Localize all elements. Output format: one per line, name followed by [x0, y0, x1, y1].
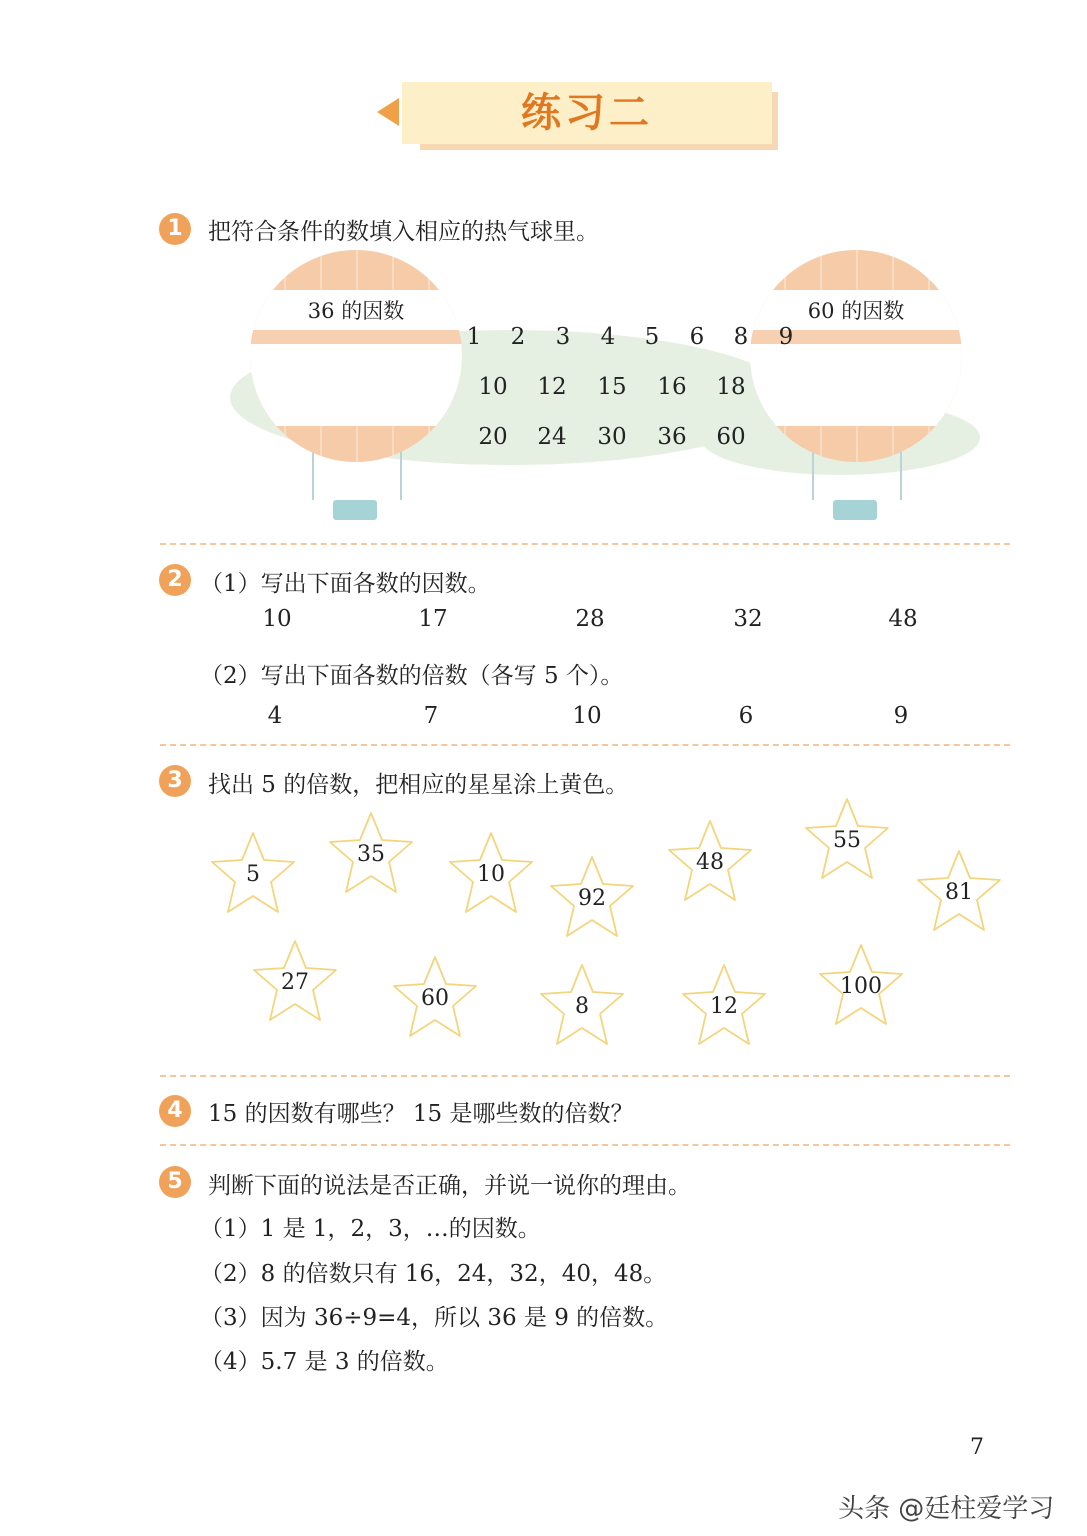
- multiple-number: 6: [738, 703, 754, 729]
- question-4-text: 15 的因数有哪些？ 15 是哪些数的倍数？: [208, 1101, 634, 1127]
- star-81[interactable]: [912, 846, 1006, 936]
- number-cell: 3: [555, 324, 571, 350]
- factor-number: 17: [418, 606, 448, 632]
- number-cell: 8: [733, 324, 749, 350]
- number-cell: 2: [510, 324, 526, 350]
- number-cell: 4: [600, 324, 616, 350]
- banner-arrow-icon: [377, 98, 399, 126]
- question-2-part-1: （1）写出下面各数的因数。: [200, 571, 491, 597]
- number-cell: 6: [689, 324, 705, 350]
- number-cell: 30: [597, 424, 627, 450]
- left-balloon: [250, 250, 462, 462]
- balloon-label-60: 60 的因数: [807, 299, 905, 323]
- star-35[interactable]: [324, 808, 418, 898]
- section-divider: [160, 1144, 1010, 1146]
- balloon-basket-icon: [333, 500, 377, 520]
- question-2-part-2: （2）写出下面各数的倍数（各写 5 个）。: [200, 663, 624, 689]
- star-100[interactable]: [814, 940, 908, 1030]
- star-number: 55: [833, 828, 861, 853]
- watermark-text: 头条 @廷柱爱学习: [838, 1494, 1055, 1524]
- page-number: 7: [970, 1435, 984, 1460]
- star-12[interactable]: [677, 960, 771, 1050]
- section-divider: [160, 543, 1010, 545]
- balloon-basket-icon: [833, 500, 877, 520]
- star-number: 92: [578, 886, 606, 911]
- star-92[interactable]: [545, 852, 639, 942]
- factor-number: 32: [733, 606, 763, 632]
- question-number-3: 3: [159, 765, 191, 797]
- number-cell: 1: [466, 324, 482, 350]
- section-divider: [160, 744, 1010, 746]
- question-3-text: 找出 5 的倍数，把相应的星星涂上黄色。: [208, 772, 629, 798]
- question-5-text: 判断下面的说法是否正确，并说一说你的理由。: [208, 1173, 691, 1199]
- multiple-number: 4: [267, 703, 283, 729]
- question-1-text: 把符合条件的数填入相应的热气球里。: [208, 219, 599, 245]
- statement-4: （4）5.7 是 3 的倍数。: [200, 1349, 449, 1375]
- question-number-4: 4: [159, 1095, 191, 1127]
- star-27[interactable]: [248, 936, 342, 1026]
- number-cell: 60: [716, 424, 746, 450]
- multiple-number: 9: [893, 703, 909, 729]
- statement-3: （3）因为 36÷9=4，所以 36 是 9 的倍数。: [200, 1305, 669, 1331]
- star-48[interactable]: [663, 816, 757, 906]
- factor-number: 28: [575, 606, 605, 632]
- star-number: 27: [281, 970, 309, 995]
- number-cell: 20: [478, 424, 508, 450]
- star-number: 35: [357, 842, 385, 867]
- star-10[interactable]: [444, 828, 538, 918]
- number-cell: 16: [657, 374, 687, 400]
- number-cell: 18: [716, 374, 746, 400]
- star-number: 100: [840, 974, 882, 999]
- statement-2: （2）8 的倍数只有 16，24，32，40，48。: [200, 1261, 667, 1287]
- page-title: 练习二: [521, 89, 653, 136]
- star-55[interactable]: [800, 794, 894, 884]
- number-cell: 9: [778, 324, 794, 350]
- question-number-5: 5: [159, 1166, 191, 1198]
- star-number: 12: [710, 994, 738, 1019]
- star-number: 48: [696, 850, 724, 875]
- star-number: 81: [945, 880, 973, 905]
- statement-1: （1）1 是 1，2，3，…的因数。: [200, 1216, 541, 1242]
- star-5[interactable]: [206, 828, 300, 918]
- right-balloon: [750, 250, 962, 462]
- number-cell: 15: [597, 374, 627, 400]
- star-number: 8: [575, 994, 589, 1019]
- star-8[interactable]: [535, 960, 629, 1050]
- number-cell: 36: [657, 424, 687, 450]
- star-60[interactable]: [388, 952, 482, 1042]
- balloon-label-36: 36 的因数: [307, 299, 405, 323]
- star-number: 60: [421, 986, 449, 1011]
- question-number-2: 2: [159, 564, 191, 596]
- number-cell: 5: [644, 324, 660, 350]
- multiple-number: 10: [572, 703, 602, 729]
- multiple-number: 7: [423, 703, 439, 729]
- number-cell: 10: [478, 374, 508, 400]
- factor-number: 10: [262, 606, 292, 632]
- star-number: 5: [246, 862, 260, 887]
- number-cell: 12: [537, 374, 567, 400]
- factor-number: 48: [888, 606, 918, 632]
- question-number-1: 1: [159, 213, 191, 245]
- number-cell: 24: [537, 424, 567, 450]
- section-divider: [160, 1075, 1010, 1077]
- star-number: 10: [477, 862, 505, 887]
